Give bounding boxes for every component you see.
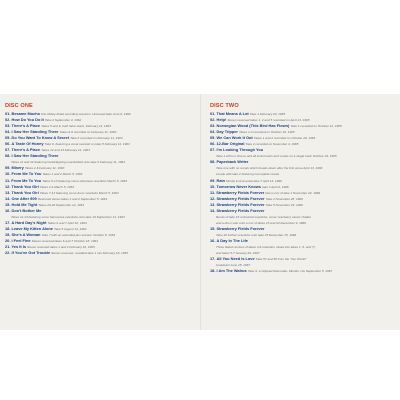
track-title: Strawberry Fields Forever (216, 189, 265, 195)
track-number: 08. (210, 159, 216, 165)
track-title: I Saw Her Standing There (11, 153, 59, 159)
track-number: 14. (5, 195, 11, 201)
track-title: Rain (216, 177, 225, 183)
track-title: I'm Looking Through You (216, 147, 264, 153)
track-title: Tomorrow Never Knows (216, 183, 261, 189)
track-title: A Hard Day's Night (11, 219, 47, 225)
track-title: Strawberry Fields Forever (216, 195, 265, 201)
track-number: 20. (5, 237, 11, 243)
track-title: Strawberry Fields Forever (216, 207, 265, 213)
track-note: Stereo reversed takes 1 and 2 February 16, 1965 (27, 245, 95, 250)
track-item (210, 208, 397, 226)
track-note: Take 57 and 58 from the "Our World" (255, 257, 307, 262)
track-note: Mostly instrumental take 7 April 14, 1966 (226, 178, 282, 183)
track-note: take 3 April 6, 1966 (262, 184, 289, 189)
track-title: Misery (11, 165, 24, 171)
track-number: 02. (5, 117, 11, 123)
track-number: 04. (5, 129, 11, 135)
track-title: Leave My Kitten Alone (11, 225, 53, 231)
track-title: Don't Bother Me (11, 207, 42, 213)
track-title: Besame Mucho (11, 111, 41, 116)
track-note: Take 1 recorded on October 12, 1965 (290, 124, 342, 129)
track-note: Takes 1 and 2 recorded on October 20, 1965 (253, 136, 316, 141)
track-number: 06. (210, 141, 216, 147)
track-number: 01. (210, 111, 216, 116)
track-note-continued: couple with take 2 featuring incomplete vocals (216, 172, 280, 177)
track-note-continued: Take one with no vocals which breaks down after the first verse April 13, 1966 (216, 166, 323, 171)
track-number: 07. (5, 147, 11, 153)
disc-one-panel (0, 94, 201, 330)
track-note-continued: and takes 5-7 January 20, 1967 (216, 251, 260, 256)
track-title: One After 909 (11, 195, 37, 201)
track-title: 12-Bar Original (216, 141, 245, 147)
track-note: Stereo reversed takes 6 and 7 October 18, 1964 (31, 238, 98, 243)
track-title: Do You Want To Know A Secret (11, 135, 70, 141)
track-note: Take 8 recorded on February 11, 1963 (70, 136, 123, 141)
track-note: Takes 1 and 2 March 5, 1963 (42, 172, 83, 177)
track-number: 12. (210, 195, 216, 201)
track-note: Take 2 September 4, 1962 (44, 118, 82, 123)
track-title: Yes It Is (11, 244, 27, 250)
track-title: All You Need Is Love (216, 256, 255, 262)
track-title: A Taste Of Honey (11, 141, 44, 147)
track-title: There's A Place (11, 123, 41, 129)
track-note: Takes 6-9 recorded on February 11, 1963 (59, 130, 117, 135)
track-note-continued: Take 1 with no chorus and all instruments and vocals on a single track October 24, 1965 (216, 154, 337, 159)
track-number: 15. (210, 225, 216, 231)
track-note-continued: Three faded remixes of takes 4-6 reduction mixed into takes 1, 6, and 7) (216, 245, 315, 250)
track-note: Takes 5 and 6, both false starts, February 11, 1963 (41, 124, 111, 129)
track-title: I Saw Her Standing There (11, 129, 59, 135)
track-title: There's A Place (11, 147, 41, 153)
track-number: 05. (5, 135, 11, 141)
track-item (210, 268, 397, 274)
track-title: A Day In The Life (216, 237, 248, 243)
track-note-continued: broadcast June 25, 1967 (216, 263, 251, 268)
track-note-continued: Take 26 further overdubs onto take 25 December 15, 1966 (216, 232, 297, 237)
track-number: 03. (210, 123, 216, 129)
track-number: 17. (210, 256, 216, 262)
track-number: 16. (210, 237, 216, 243)
track-note: Takes 2-4 March 5, 1963 (39, 184, 75, 189)
track-note: Take 5 November 29, 1966 (265, 202, 303, 207)
track-note-continued: Takes 11 and 12 featuring handclapping overdubbed onto take 9 February 11, 1963 (11, 160, 125, 165)
track-line (210, 268, 397, 274)
track-item (210, 256, 397, 268)
track-note: Takes 2-6 February 11, 1963 (24, 166, 65, 171)
track-note: first Abbey Road recording sessions. Unissued take June 6, 1962. (41, 112, 132, 116)
track-title: From Me To You (11, 171, 42, 177)
track-title: I Am The Walrus (216, 268, 247, 274)
disc-two-tracklist (210, 111, 397, 274)
track-title: We Can Work It Out (216, 135, 253, 141)
track-number: 08. (5, 153, 11, 159)
track-title: Strawberry Fields Forever (216, 225, 265, 231)
track-number: 11. (5, 177, 11, 183)
track-note: Takes 20-26 September 12, 1963 (38, 202, 85, 207)
track-note: Demo mix of take 1 November 24, 1966. (265, 190, 321, 195)
track-number: 16. (5, 207, 11, 213)
track-item (210, 159, 397, 177)
track-number: 18. (210, 268, 216, 274)
track-number: 02. (210, 117, 216, 123)
disc-one-tracklist (5, 111, 197, 256)
track-number: 06. (5, 141, 11, 147)
track-item (5, 208, 197, 220)
disc-two-title: DISC TWO (210, 103, 239, 109)
track-note: Take 5 August 14, 1964 (53, 226, 87, 231)
track-number: 11. (210, 189, 216, 195)
track-title: If You've Got Trouble (11, 250, 51, 256)
track-title: Thank You Girl (11, 183, 39, 189)
track-number: 18. (5, 225, 11, 231)
track-number: 14. (210, 207, 216, 213)
track-title: Hold Me Tight (11, 201, 38, 207)
track-number: 09. (5, 165, 11, 171)
track-note-continued: Remix of take 15 orchestral overdubs, some 'cranberry sauce' chatter (216, 214, 312, 219)
track-note: Reversed stereo takes 1 and 2 September 5, 1963 (37, 196, 108, 201)
track-note: Take 2 recorded on November 4, 1965 (245, 142, 299, 147)
track-number: 05. (210, 135, 216, 141)
track-title: Help! (216, 117, 227, 123)
track-note: Takes 7-13 featuring some drum overdubs March 5, 1963 (39, 190, 119, 195)
track-item (210, 238, 397, 256)
track-note: Takes 12 and 13 February 11, 1963 (41, 148, 90, 153)
track-title: Strawberry Fields Forever (216, 201, 265, 207)
track-number: 07. (210, 147, 216, 153)
track-note: Takes 8-13 featuring some edit piece overdubs March 5, 1963 (42, 178, 128, 183)
track-title: Paperback Writer (216, 159, 249, 165)
track-item (210, 226, 397, 238)
track-note-continued: and a drum solo onto a mix of takes 15 and 24 December 9, 1966 (216, 220, 306, 225)
disc-two-panel (201, 94, 400, 330)
track-note: Stereo reversed takes 1, 2 and 5 recorded on April 13, 1965 (227, 118, 310, 123)
track-note: Takes 6 and 7 April 16, 1964 (47, 220, 87, 225)
track-item (5, 250, 197, 256)
track-number: 21. (5, 244, 11, 250)
track-number: 19. (5, 231, 11, 237)
track-number: 04. (210, 129, 216, 135)
track-note: Takes 1-3 recorded on October 16, 1965 (239, 130, 295, 135)
track-item (210, 147, 397, 159)
disc-one-title: DISC ONE (5, 103, 33, 109)
track-title: Norwegian Wood (This Bird Has Flown) (216, 123, 290, 129)
track-number: 10. (210, 183, 216, 189)
track-note: Take 1 February 20, 1965 (249, 112, 286, 116)
track-number: 12. (5, 183, 11, 189)
track-title: I Feel Fine (11, 237, 31, 243)
track-number: 09. (210, 177, 216, 183)
track-note: Take 2 November 28, 1966 (265, 196, 303, 201)
track-number: 13. (210, 201, 216, 207)
track-title: She's A Woman (11, 231, 41, 237)
track-title: Thank You Girl (11, 189, 39, 195)
track-title: Day Tripper (216, 129, 238, 135)
track-note: Take 9, a stripped down take. Monitor mix September 5, 1967 (247, 269, 333, 274)
track-title: From Me To You (11, 177, 42, 183)
track-number: 22. (5, 250, 11, 256)
track-line (5, 250, 197, 256)
track-number: 15. (5, 201, 11, 207)
track-title: How Do You Do It (11, 117, 44, 123)
track-number: 01. (5, 111, 11, 116)
track-number: 17. (5, 219, 11, 225)
track-note-continued: Takes 11-13 featuring some harmonica overdubs onto take 10 September 12, 1963 (11, 214, 125, 219)
track-number: 10. (5, 171, 11, 177)
track-item (5, 153, 197, 165)
track-note: Stereo reversed, unedited take 1 mix February 18, 1965 (51, 251, 128, 256)
track-number: 03. (5, 123, 11, 129)
track-note: Take 6, featuring a vocal overdub on take 5 February 11, 1963 (44, 142, 130, 147)
track-title: That Means A Lot (216, 111, 249, 116)
track-number: 13. (5, 189, 11, 195)
track-note: Take 7 with an extended jam session October 8, 1964 (41, 232, 116, 237)
